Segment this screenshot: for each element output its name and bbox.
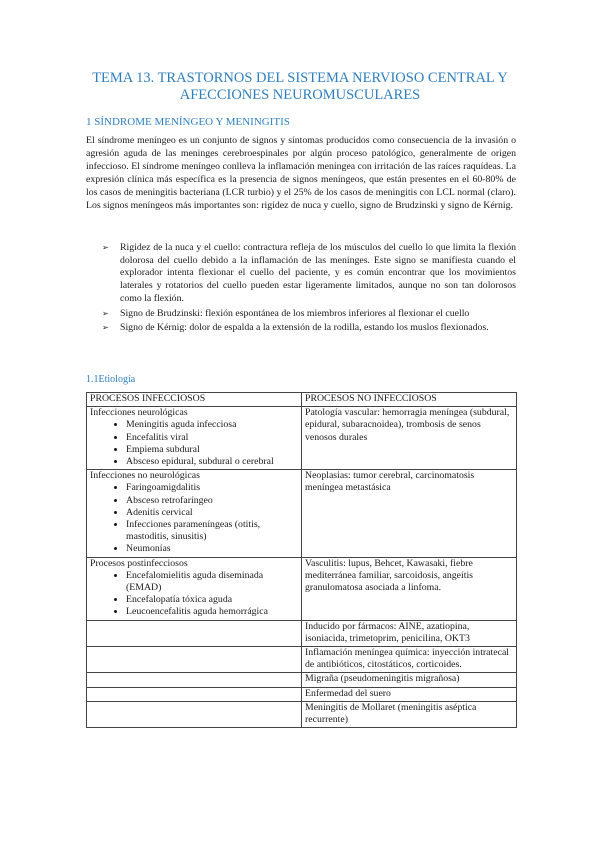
list-item: • Leucoencefalitis aguda hemorrágica: [126, 606, 298, 618]
meningeal-signs-list: [102, 242, 516, 337]
table-row: [87, 701, 517, 727]
list-item: • Encefalitis viral: [126, 432, 298, 444]
group-list: [90, 482, 298, 555]
table-cell: [87, 620, 302, 646]
table-row: [87, 673, 517, 687]
table-cell: [87, 470, 302, 557]
arrow-bullet-icon: ➢: [102, 308, 109, 318]
list-item: • Infecciones parameníngeas (otitis, mastoditis, sinusitis): [126, 519, 298, 543]
table-cell: [87, 687, 302, 701]
list-item: ➢ Signo de Brudzinski: flexión espontánea de los miembros inferiores al flexionar el cuello: [102, 307, 470, 319]
table-cell: [87, 673, 302, 687]
table-row: [87, 470, 517, 557]
intro-paragraph: El síndrome meníngeo es un conjunto de signos y síntomas producidos como consecuencia de la invasión o agresión aguda de las meninges cerebroespinales por algún proceso patológico, generalmente de origen infeccioso. El síndrome meníngeo conlleva la inflamación meníngea con irritación de las raíces raquídeas. La expresión clínica más específica es la presencia de signos meníngeos, que están presentes en el 60-80% de los casos de meningitis bacteriana (LCR turbio) y el 25% de los casos de meningitis con LCL normal (claro). Los signos meníngeos más importantes son: rigidez de nuca y cuello, signo de Brudzinski y signo de Kérnig.: [86, 135, 516, 211]
table-cell: Inflamación meníngea química: inyección intratecal de antibióticos, citostáticos, corticoides.: [302, 647, 517, 673]
table-row: [87, 557, 517, 620]
table-cell: Patología vascular: hemorragia meníngea (subdural, epidural, subaracnoidea), trombosis de senos venosos durales: [302, 407, 517, 470]
table-cell: Enfermedad del suero: [302, 687, 517, 701]
list-item: • Encefalomielitis aguda diseminada (EMAD): [126, 570, 298, 594]
table-cell: Meningitis de Mollaret (meningitis aséptica recurrente): [302, 701, 517, 727]
list-item: • Adenitis cervical: [126, 507, 298, 519]
list-item: • Empiema subdural: [126, 444, 298, 456]
table-cell: [87, 407, 302, 470]
list-item: • Meningitis aguda infecciosa: [126, 419, 298, 431]
list-item: ➢ Rigidez de la nuca y el cuello: contractura refleja de los músculos del cuello lo que limita la flexión dolorosa del cuello debido a la inflamación de las meninges. Este signo se manifiesta cuando el explorador intenta flexionar el cuello del paciente, y es común encontrar que los movimientos laterales y rotatorios del cuello pueden estar ligeramente limitados, aunque no son tan dolorosos como la flexión.: [102, 242, 516, 304]
list-item: • Encefalopatía tóxica aguda: [126, 594, 298, 606]
section-heading: 1 SÍNDROME MENÍNGEO Y MENINGITIS: [86, 116, 290, 128]
table-cell: Migraña (pseudomeningitis migrañosa): [302, 673, 517, 687]
table-cell: [87, 557, 302, 620]
list-item: • Faringoamigdalitis: [126, 482, 298, 494]
table-header-row: [87, 393, 517, 407]
table-row: [87, 687, 517, 701]
document-title: TEMA 13. TRASTORNOS DEL SISTEMA NERVIOSO CENTRAL Y AFECCIONES NEUROMUSCULARES: [92, 70, 508, 103]
arrow-bullet-icon: ➢: [102, 323, 109, 333]
etiology-table: [86, 392, 517, 728]
table-cell: [87, 701, 302, 727]
list-item: ➢ Signo de Kérnig: dolor de espalda a la extensión de la rodilla, estando los muslos flexionados.: [102, 322, 489, 334]
group-title: Procesos postinfecciosos: [90, 557, 188, 569]
column-header: PROCESOS NO INFECCIOSOS: [302, 393, 517, 407]
table-cell: [87, 647, 302, 673]
list-item: • Absceso retrofaríngeo: [126, 495, 298, 507]
table-cell: Vasculitis: lupus, Behcet, Kawasaki, fiebre mediterránea familiar, sarcoidosis, angeítis granulomatosa asociada a linfoma.: [302, 557, 517, 620]
group-list: [90, 419, 298, 468]
column-header: PROCESOS INFECCIOSOS: [87, 393, 302, 407]
list-item: • Absceso epidural, subdural o cerebral: [126, 456, 298, 468]
table-row: [87, 647, 517, 673]
table-cell: Inducido por fármacos: AINE, azatiopina, isoniacida, trimetoprim, penicilina, OKT3: [302, 620, 517, 646]
table-row: [87, 620, 517, 646]
arrow-bullet-icon: ➢: [102, 243, 109, 252]
table-row: [87, 407, 517, 470]
subsection-heading: 1.1Etiología: [86, 374, 136, 385]
table-cell: Neoplasias: tumor cerebral, carcinomatosis meníngea metastásica: [302, 470, 517, 557]
list-item: • Neumonías: [126, 543, 298, 555]
group-title: Infecciones no neurológicas: [90, 470, 200, 482]
group-list: [90, 570, 298, 619]
group-title: Infecciones neurológicas: [90, 407, 188, 419]
